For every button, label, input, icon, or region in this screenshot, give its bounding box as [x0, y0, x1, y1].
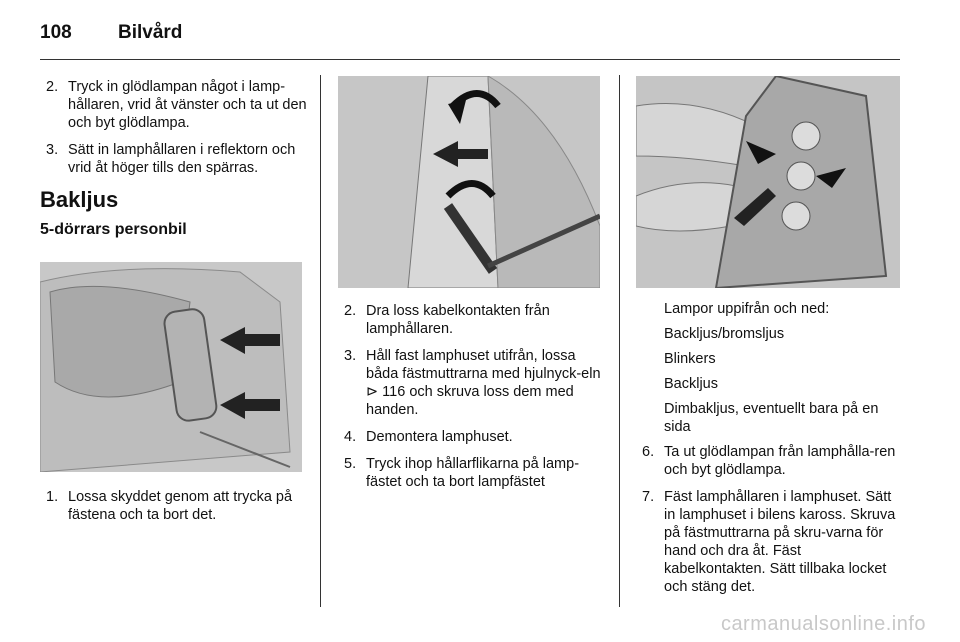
step-6-replace-bulb [642, 443, 904, 479]
step-number: 1. [46, 489, 59, 505]
column-divider-2 [619, 75, 620, 607]
step-text: Tryck in glödlampan något i lamp-hållaren, vrid åt vänster och ta ut den och byt glödlampa. [68, 79, 307, 131]
step-4-remove-housing [344, 428, 606, 446]
step-text: Fäst lamphållaren i lamphuset. Sätt in lamphuset i bilens kaross. Skruva på fästmuttrarna på skru-varna för hand och dra åt. Fäst kabelkontakten. Sätt tillbaka locket och stäng det. [664, 489, 896, 595]
section-title: Bilvård [118, 22, 183, 43]
step-text: Sätt in lamphållaren i reflektorn och vrid åt höger tills den spärras. [68, 142, 296, 176]
lamp-reverse: Backljus [664, 376, 718, 392]
step-number: 4. [344, 429, 357, 445]
step-text: Ta ut glödlampan från lamphålla-ren och byt glödlampa. [664, 444, 896, 478]
lamp-order-intro: Lampor uppifrån och ned: [664, 301, 830, 317]
lamp-order-list [642, 300, 904, 436]
step-number: 3. [344, 348, 357, 364]
step-number: 5. [344, 456, 357, 472]
step-text: Lossa skyddet genom att trycka på fästena och ta bort det. [68, 489, 293, 523]
column-1-lower [46, 488, 308, 533]
step-number: 3. [46, 142, 59, 158]
illustration-trim-cover [40, 262, 302, 472]
illustration-bulb-holder [636, 76, 900, 288]
bulb-holder-drawing [636, 76, 900, 288]
step-text: Dra loss kabelkontakten från lamphållaren. [366, 303, 550, 337]
step-text: Håll fast lamphuset utifrån, lossa båda fästmuttrarna med hjulnyck-eln ⊳ 116 och skruva loss dem med handen. [366, 348, 601, 418]
page-number: 108 [40, 22, 72, 43]
step-2-connector [344, 302, 606, 338]
step-2-bulb [46, 78, 308, 132]
column-divider-1 [320, 75, 321, 607]
lamp-indicator: Blinkers [664, 351, 716, 367]
lamp-fog: Dimbakljus, eventuellt bara på en sida [664, 401, 879, 435]
lamp-housing-drawing [338, 76, 600, 288]
step-7-reassemble [642, 488, 904, 596]
step-number: 2. [344, 303, 357, 319]
step-1-remove-cover [46, 488, 308, 524]
step-number: 2. [46, 79, 59, 95]
step-3-nuts [344, 347, 606, 419]
step-number: 6. [642, 444, 655, 460]
step-5-holder [344, 455, 606, 491]
column-2 [344, 302, 606, 500]
step-number: 7. [642, 489, 655, 505]
lamp-reverse-brake: Backljus/bromsljus [664, 326, 785, 342]
step-3-reflector [46, 141, 308, 177]
header-divider [40, 59, 900, 60]
column-3 [642, 300, 904, 605]
trim-cover-drawing [40, 262, 302, 472]
step-text: Demontera lamphuset. [366, 429, 513, 445]
heading-bakljus: Bakljus [40, 187, 119, 212]
step-text: Tryck ihop hållarflikarna på lamp-fästet och ta bort lampfästet [366, 456, 580, 490]
watermark: carmanualsonline.info [720, 613, 926, 635]
subheading-5-door: 5-dörrars personbil [40, 221, 187, 238]
column-1 [40, 78, 308, 249]
illustration-lamp-housing [338, 76, 600, 288]
